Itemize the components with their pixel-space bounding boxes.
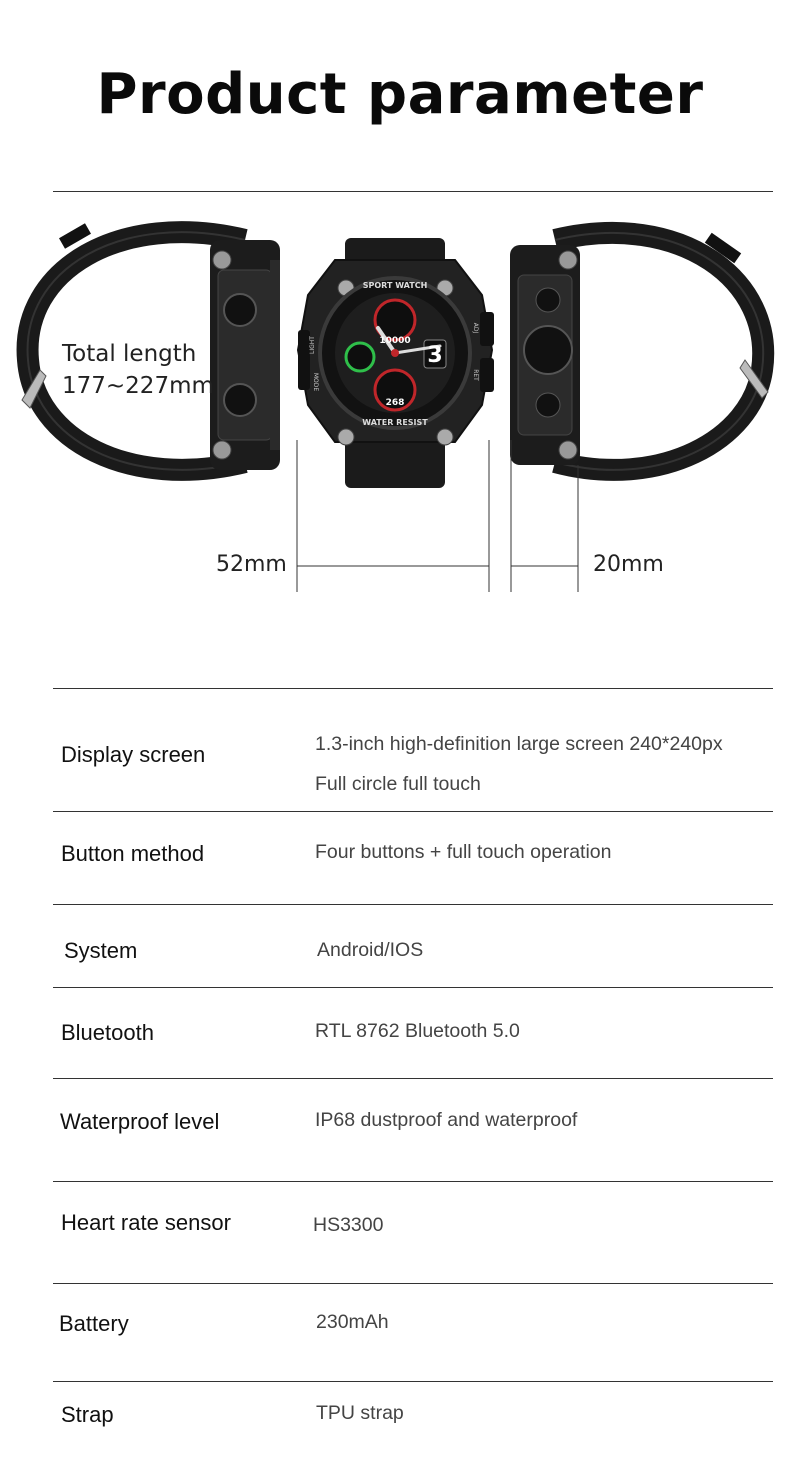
spec-value-waterproof-level: IP68 dustproof and waterproof xyxy=(315,1109,578,1131)
spec-value-heart-rate-sensor: HS3300 xyxy=(313,1214,384,1236)
face-width-label: 52mm xyxy=(216,552,287,577)
divider xyxy=(53,1181,773,1182)
watch-button-light-label: LIGHT xyxy=(309,336,316,354)
total-length-value: 177~227mm xyxy=(62,373,214,399)
spec-value-strap: TPU strap xyxy=(316,1402,404,1424)
spec-value-system: Android/IOS xyxy=(317,939,424,961)
spec-label-battery: Battery xyxy=(59,1311,129,1336)
divider xyxy=(53,688,773,689)
watch-face-heart-rate: 268 xyxy=(385,398,405,408)
spec-value-display-screen-2: Full circle full touch xyxy=(315,773,481,795)
divider xyxy=(53,1283,773,1284)
watch-illustration xyxy=(0,200,800,620)
thickness-label: 20mm xyxy=(593,552,664,577)
total-length-text xyxy=(62,338,214,402)
spec-label-strap: Strap xyxy=(61,1402,114,1427)
divider xyxy=(53,191,773,192)
spec-value-battery: 230mAh xyxy=(316,1311,389,1333)
spec-label-display-screen: Display screen xyxy=(61,742,206,767)
divider xyxy=(53,811,773,812)
spec-value-display-screen-1: 1.3-inch high-definition large screen 240*240px xyxy=(315,733,723,755)
watch-button-ret-label: RET xyxy=(472,369,479,381)
spec-label-system: System xyxy=(64,938,138,963)
watch-button-adj-label: ADJ xyxy=(472,322,479,334)
watch-face-hour-number: 3 xyxy=(427,343,443,368)
watch-side-right xyxy=(510,233,768,470)
spec-label-waterproof-level: Waterproof level xyxy=(60,1109,220,1134)
spec-value-button-method: Four buttons + full touch operation xyxy=(315,841,612,863)
divider xyxy=(53,1078,773,1079)
page-title: Product parameter xyxy=(96,62,704,127)
total-length-label: Total length xyxy=(62,341,197,367)
divider xyxy=(53,1381,773,1382)
divider xyxy=(53,987,773,988)
watch-button-mode-label: MODE xyxy=(312,372,319,392)
watch-front xyxy=(298,238,494,488)
divider xyxy=(53,904,773,905)
watch-face-top-text: SPORT WATCH xyxy=(362,281,428,290)
product-dimension-figure xyxy=(0,200,800,620)
spec-label-bluetooth: Bluetooth xyxy=(61,1020,154,1045)
watch-face-steps: 10000 xyxy=(379,336,411,346)
spec-value-bluetooth: RTL 8762 Bluetooth 5.0 xyxy=(315,1020,520,1042)
spec-label-heart-rate-sensor: Heart rate sensor xyxy=(61,1210,231,1235)
watch-face-bottom-text: WATER RESIST xyxy=(362,418,428,427)
spec-label-button-method: Button method xyxy=(61,841,205,866)
